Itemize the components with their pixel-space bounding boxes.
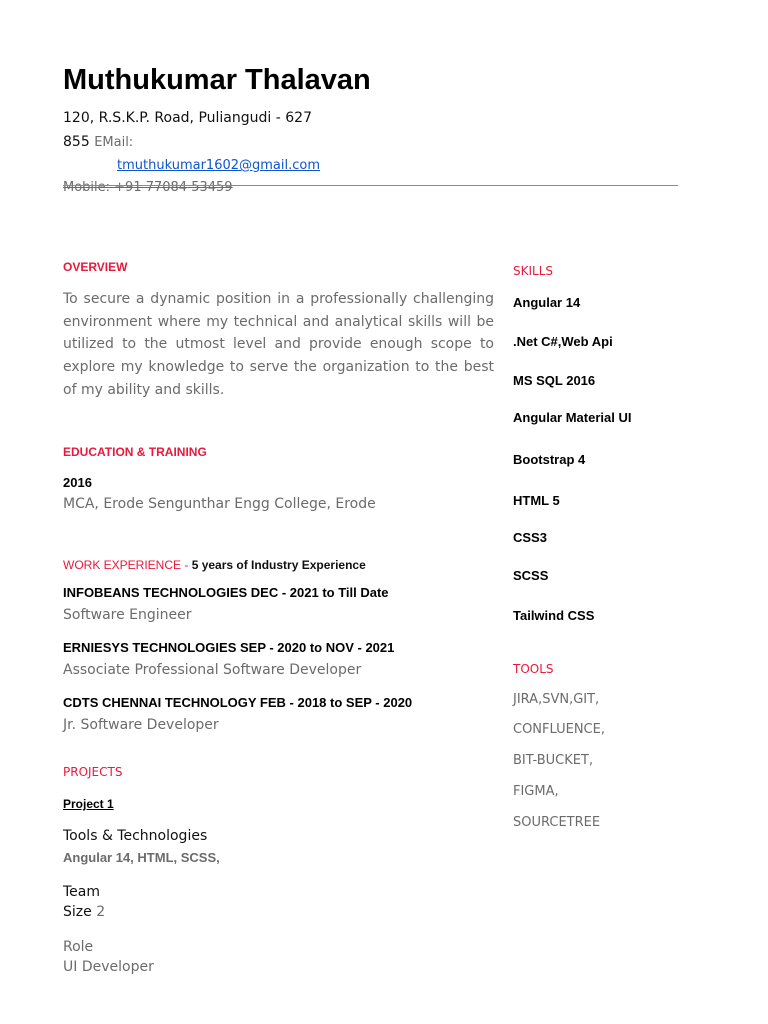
project-team-size-value: 2 bbox=[96, 904, 106, 920]
tool-item: CONFLUENCE, bbox=[513, 722, 605, 737]
header-divider bbox=[63, 185, 678, 186]
project-role-label: Role bbox=[63, 939, 94, 955]
job-heading: CDTS CHENNAI TECHNOLOGY FEB - 2018 to SEP - 2020 bbox=[63, 695, 413, 710]
projects-heading: PROJECTS bbox=[63, 765, 123, 779]
job-role: Associate Professional Software Developer bbox=[63, 662, 362, 678]
address-line-1: 120, R.S.K.P. Road, Puliangudi - 627 bbox=[63, 110, 312, 126]
project-team-size-row bbox=[63, 904, 105, 920]
skill-item: MS SQL 2016 bbox=[513, 373, 596, 388]
overview-text: To secure a dynamic position in a professionally challenging environment where my technical and analytical skills will be utilized to the utmost level and provide enough scope to explore my knowledge to serve the organization to the best of my ability and skills. bbox=[63, 291, 494, 398]
address-postcode: 855 bbox=[63, 134, 90, 150]
job-role: Jr. Software Developer bbox=[63, 717, 219, 733]
tools-heading: TOOLS bbox=[513, 662, 554, 676]
work-heading: WORK EXPERIENCE - bbox=[63, 558, 192, 572]
education-degree: MCA, Erode Sengunthar Engg College, Erode bbox=[63, 496, 376, 512]
work-summary: 5 years of Industry Experience bbox=[191, 558, 366, 572]
project-tools-value: Angular 14, HTML, SCSS, bbox=[63, 850, 220, 865]
tool-item: SOURCETREE bbox=[513, 815, 601, 830]
skill-item: Angular Material UI bbox=[513, 410, 632, 425]
skill-item: Angular 14 bbox=[513, 295, 581, 310]
skill-item: Bootstrap 4 bbox=[513, 452, 586, 467]
project-tools-label: Tools & Technologies bbox=[63, 828, 208, 844]
skill-item: .Net C#,Web Api bbox=[513, 334, 613, 349]
skill-item: SCSS bbox=[513, 568, 549, 583]
project-role-value: UI Developer bbox=[63, 959, 154, 975]
project-size-label: Size bbox=[63, 904, 92, 920]
education-heading: EDUCATION & TRAINING bbox=[63, 445, 207, 459]
tool-item: FIGMA, bbox=[513, 784, 559, 799]
job-heading: INFOBEANS TECHNOLOGIES DEC - 2021 to Till Date bbox=[63, 585, 389, 600]
tool-item: BIT-BUCKET, bbox=[513, 753, 594, 768]
address-line-2 bbox=[63, 134, 133, 150]
skill-item: HTML 5 bbox=[513, 493, 560, 508]
email-link[interactable]: tmuthukumar1602@gmail.com bbox=[117, 158, 321, 173]
job-role: Software Engineer bbox=[63, 607, 192, 623]
skills-heading: SKILLS bbox=[513, 264, 554, 278]
email-label: EMail: bbox=[94, 135, 134, 150]
candidate-name: Muthukumar Thalavan bbox=[63, 64, 371, 96]
project-title: Project 1 bbox=[63, 797, 114, 811]
job-heading: ERNIESYS TECHNOLOGIES SEP - 2020 to NOV - 2021 bbox=[63, 640, 395, 655]
education-year: 2016 bbox=[63, 475, 92, 490]
overview-heading: OVERVIEW bbox=[63, 260, 128, 274]
skill-item: Tailwind CSS bbox=[513, 608, 595, 623]
skill-item: CSS3 bbox=[513, 530, 547, 545]
mobile-number: Mobile: +91 77084 53459 bbox=[63, 180, 233, 195]
tool-item: JIRA,SVN,GIT, bbox=[513, 692, 600, 707]
work-heading-row bbox=[63, 554, 366, 573]
project-team-label: Team bbox=[63, 884, 101, 900]
